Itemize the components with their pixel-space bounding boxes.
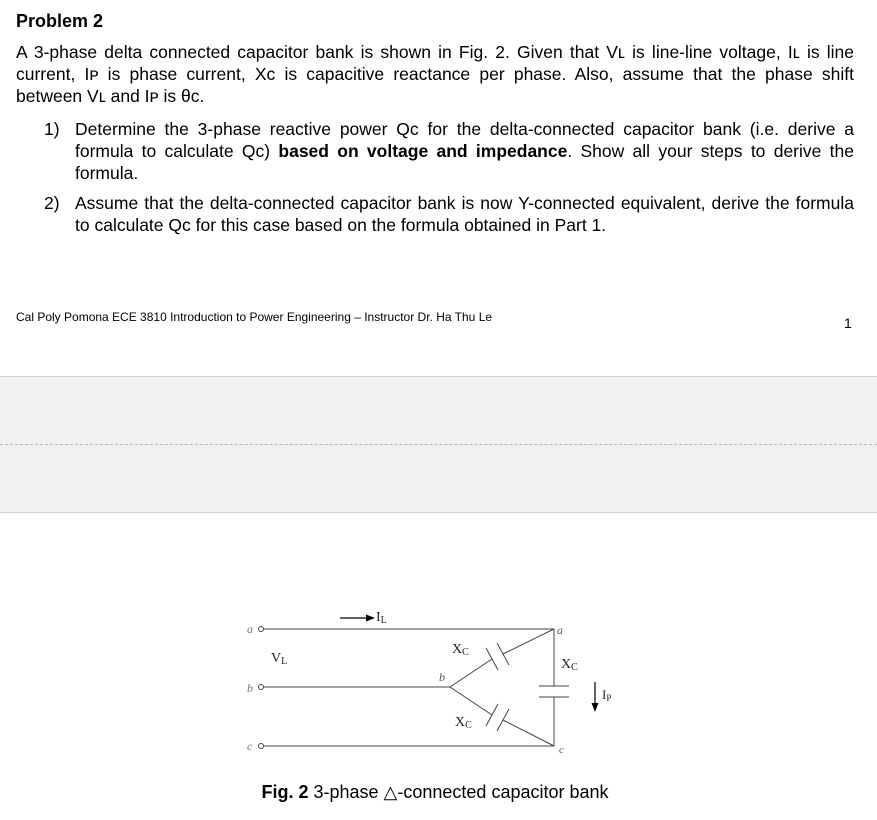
question-number: 1)	[44, 119, 60, 139]
caption-figure-number: Fig. 2	[261, 782, 309, 802]
question-number: 2)	[44, 193, 60, 213]
terminal-c-label: c	[247, 739, 253, 753]
page-footer: Cal Poly Pomona ECE 3810 Introduction to Power Engineering – Instructor Dr. Ha Thu Le	[16, 310, 493, 324]
question-item-2	[44, 192, 854, 236]
xc-bottom-label: XC	[455, 715, 472, 731]
node-c-label: c	[559, 744, 564, 756]
node-a-label: a	[557, 623, 563, 637]
xc-right-label: XC	[561, 657, 578, 673]
node-b-label: b	[439, 670, 445, 684]
question-text: Determine the 3-phase reactive power Qᴄ for the delta-connected capacitor bank (i.e. derive a formula to calculate Qᴄ)	[75, 119, 854, 161]
figure-caption	[0, 782, 870, 803]
caption-text: 3-phase △-connected capacitor bank	[308, 782, 609, 802]
terminal-b-label: b	[247, 681, 253, 695]
page-gap	[0, 445, 877, 513]
question-list	[44, 118, 854, 244]
delta-capacitor-figure	[235, 595, 612, 765]
vl-label: VL	[271, 651, 288, 667]
document-page-1	[0, 0, 877, 376]
problem-intro: A 3-phase delta connected capacitor bank is shown in Fig. 2. Given that Vʟ is line-line voltage, Iʟ is line current, Iᴘ is phase current, Xᴄ is capacitive reactance per phase. Also, assume that the phase shift between Vʟ and Iᴘ is θᴄ.	[16, 42, 854, 106]
question-text-end: . Show all your steps to derive the formula.	[75, 141, 854, 183]
page-gap	[0, 376, 877, 445]
question-text: Assume that the delta-connected capacitor bank is now Y-connected equivalent, derive the formula to calculate Qᴄ for this case based on the formula obtained in Part 1.	[75, 193, 854, 235]
page-number: 1	[844, 315, 852, 331]
xc-top-label: XC	[452, 642, 469, 658]
terminal-a-label: a	[247, 622, 253, 636]
il-label: IL	[376, 610, 387, 626]
problem-title: Problem 2	[16, 11, 104, 31]
question-emphasis: based on voltage and impedance	[278, 141, 568, 161]
question-item-1	[44, 118, 854, 184]
ip-label: IP	[602, 687, 612, 703]
